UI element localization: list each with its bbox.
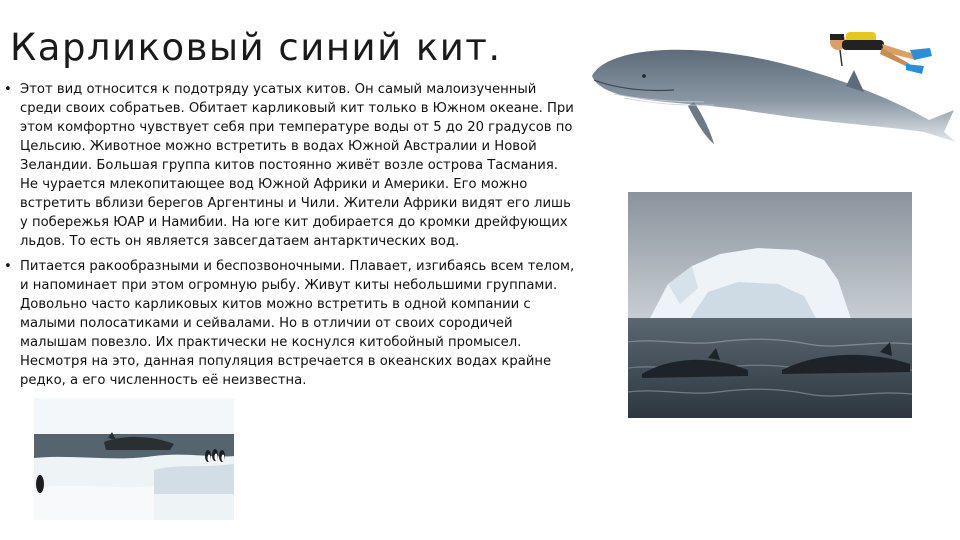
slide-body — [4, 80, 576, 396]
bullet-marker: • — [4, 259, 12, 274]
bullet-marker: • — [4, 82, 12, 97]
iceberg-whales-image — [628, 192, 912, 418]
bullet-text: Питается ракообразными и беспозвоночными. Плавает, изгибаясь всем телом, и напоминает при этом огромную рыбу. Живут киты небольшими группами. Довольно часто карликовых китов можно встретить в одной компании с малыми полосатиками и сейвалами. Но в отличии от своих сородичей малышам повезло. Их практически не коснулся китобойный промысел. Несмотря на это, данная популяция встречается в океанских водах крайне редко, а его численность её неизвестна. — [20, 259, 575, 388]
bullet-item — [4, 80, 576, 251]
bullet-text: Этот вид относится к подотряду усатых китов. Он самый малоизученный среди своих собратьев. Обитает карликовый кит только в Южном океане. При этом комфортно чувствует себя при температуре воды от 5 до 20 градусов по Цельсию. Животное можно встретить в водах Южной Австралии и Новой Зеландии. Большая группа китов постоянно живёт возле острова Тасмания. Не чурается млекопитающее вод Южной Африки и Америки. Его можно встретить вблизи берегов Аргентины и Чили. Жители Африки видят его лишь у побережья ЮАР и Намибии. На юге кит добирается до кромки дрейфующих льдов. То есть он является завсегдатаем антарктических вод. — [20, 82, 574, 249]
ice-floe-penguins-image — [34, 398, 234, 520]
whale-diver-image — [584, 14, 960, 156]
bullet-item — [4, 257, 576, 390]
slide-title: Карликовый синий кит. — [10, 26, 502, 69]
